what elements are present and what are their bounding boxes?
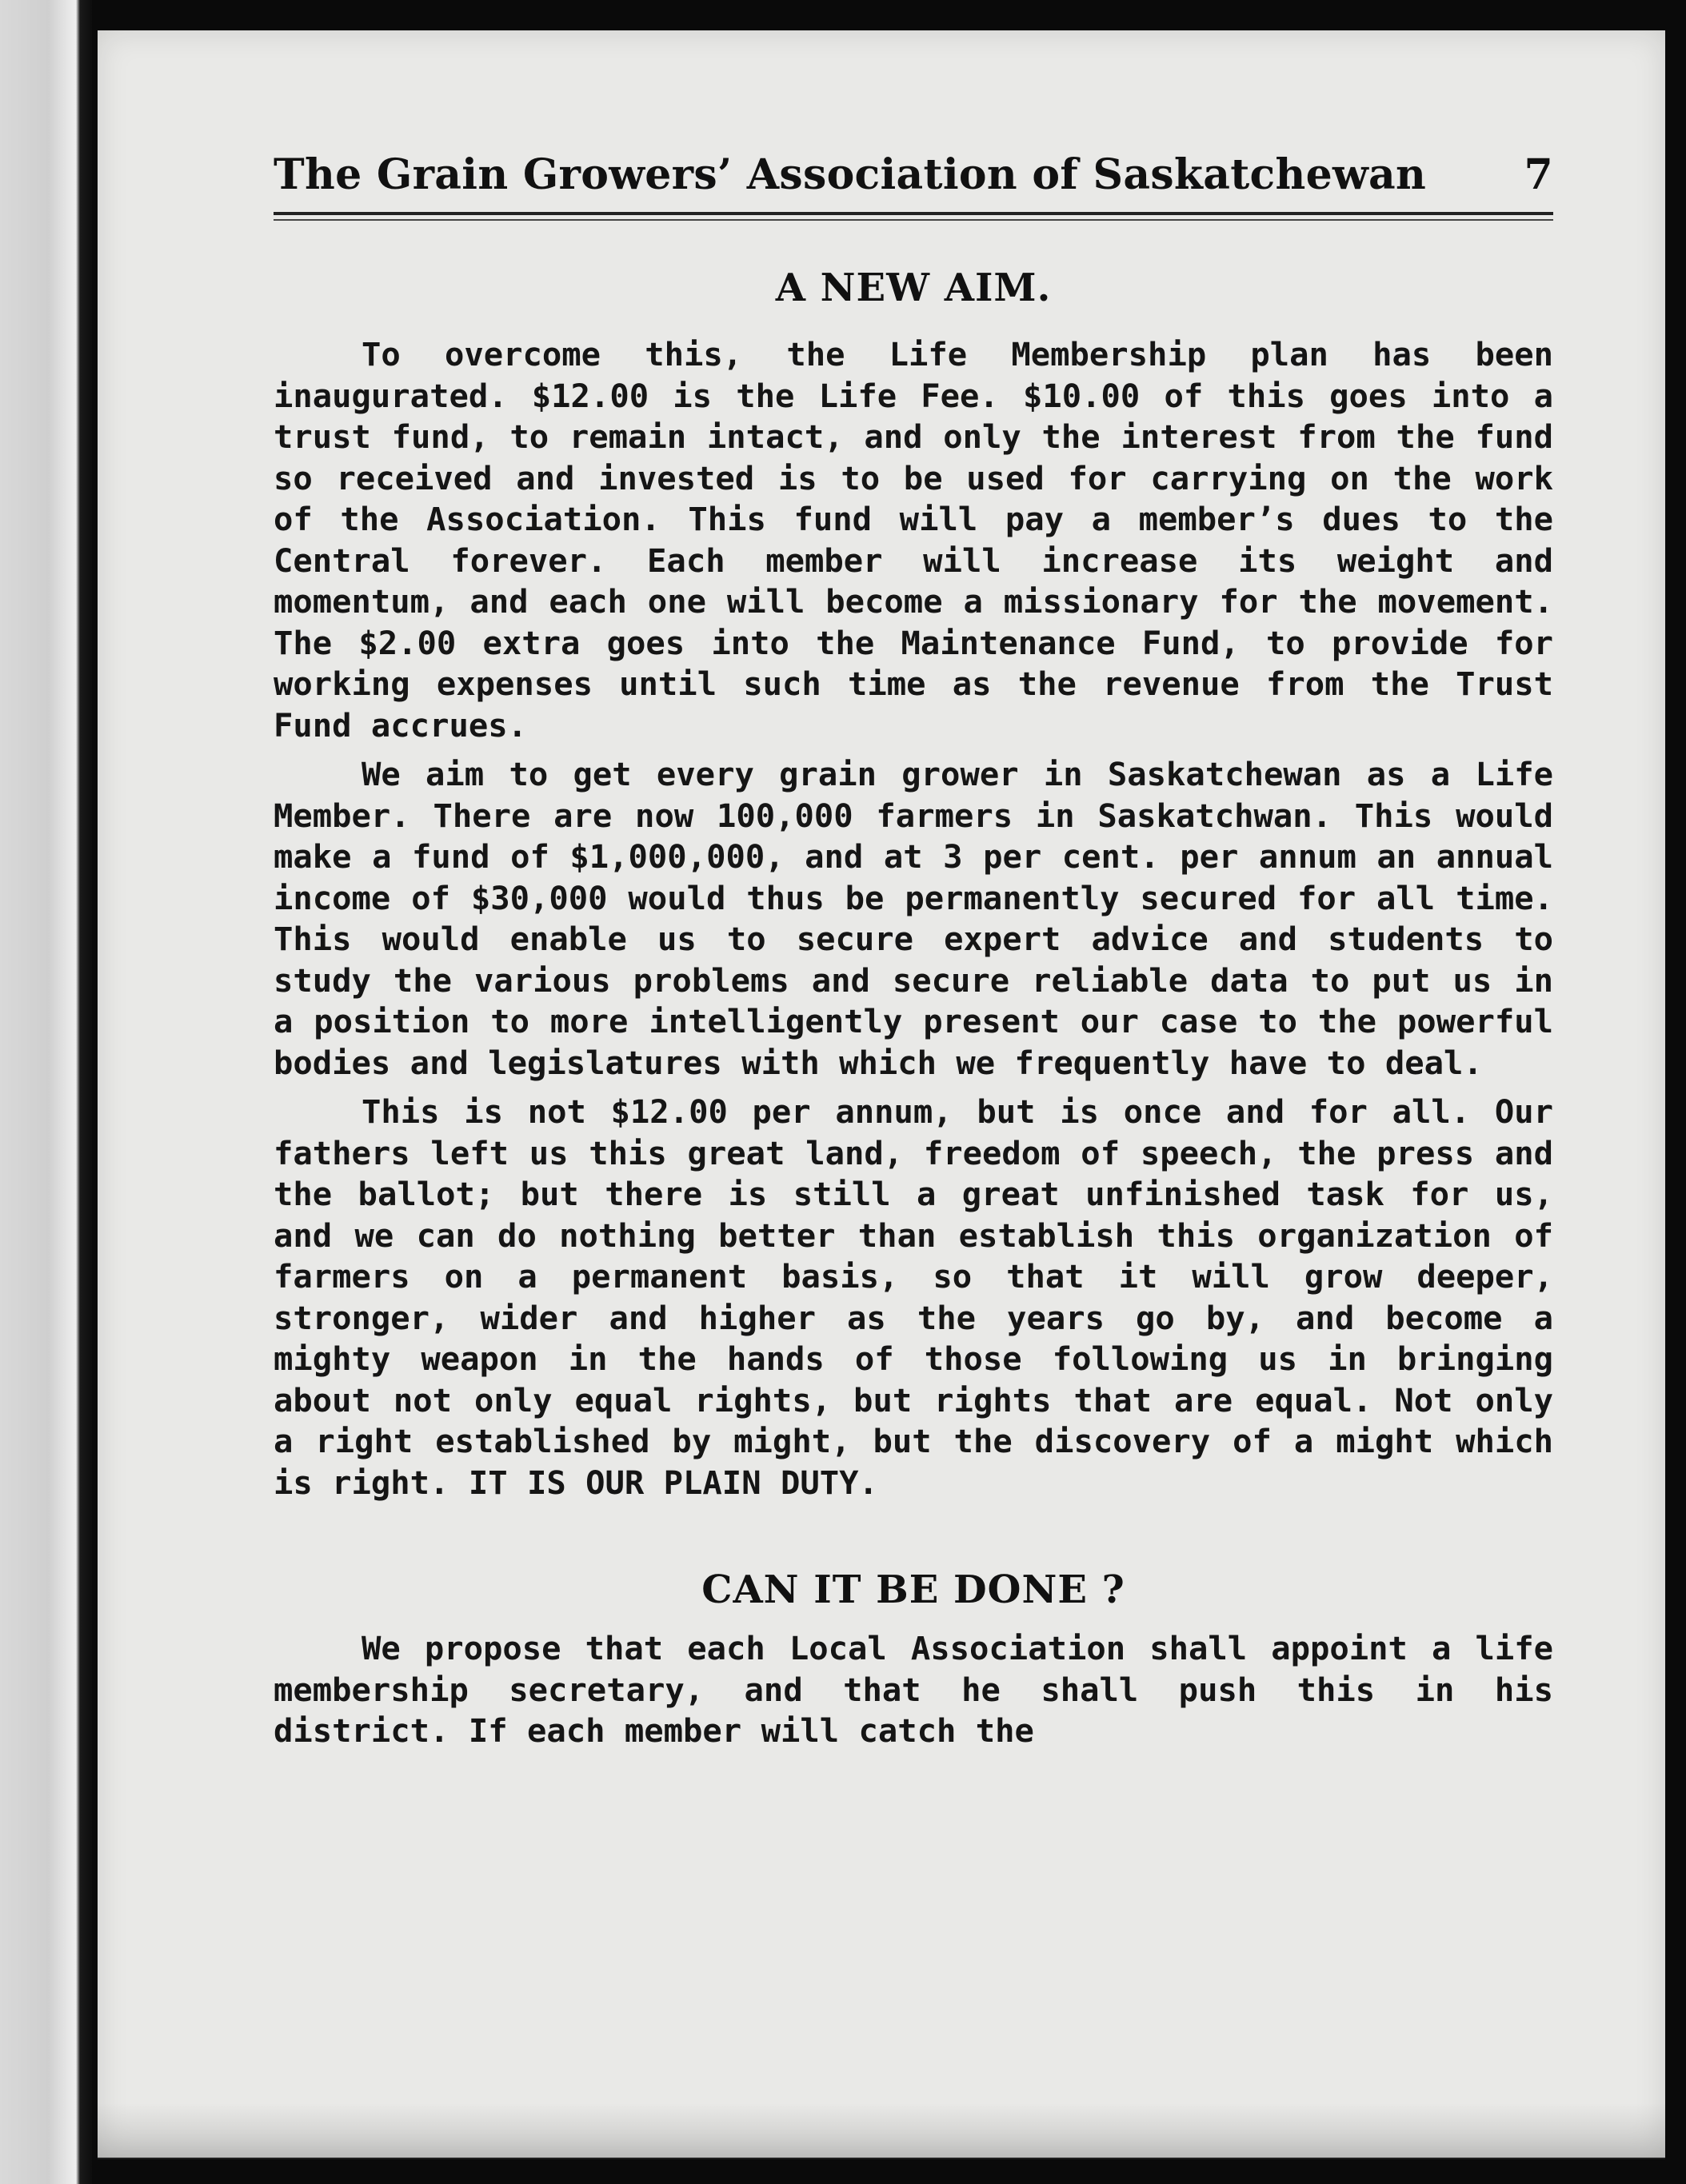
paragraph: To overcome this, the Life Membership plan has been inaugurated. $12.00 is the Life Fee. $10.00 of this goes into a trust fund, to remain intact, and only the interest from the fund so received and invested is to be used for carrying on the work of the Association. This fund will pay a member’s dues to the Central forever. Each member will increase its weight and momentum, and each one will become a missionary for the movement. The $2.00 extra goes into the Maintenance Fund, to provide for working expenses until such time as the revenue from the Trust Fund accrues. — [274, 335, 1553, 745]
running-header — [274, 150, 1553, 199]
page-bottom-shadow — [98, 2103, 1665, 2159]
section-title-can-it-be-done: CAN IT BE DONE ? — [701, 1567, 1125, 1612]
paragraph: We aim to get every grain grower in Saskatchewan as a Life Member. There are now 100,000 farmers in Saskatchwan. This would make a fund of $1,000,000, and at 3 per cent. per annum an annual income of $30,000 would thus be permanently secured for all time. This would enable us to secure expert advice and students to study the various problems and secure reliable data to put us in a position to more intelligently present our case to the powerful bodies and legislatures with which we frequently have to deal. — [274, 755, 1553, 1082]
page-number: 7 — [1524, 150, 1553, 199]
facing-page-edge — [0, 0, 92, 2184]
document-page — [98, 30, 1665, 2158]
paragraph: We propose that each Local Association shall appoint a life membership secretary, and that he shall push this in his district. If each member will catch the — [274, 1629, 1553, 1750]
section-title-new-aim: A NEW AIM. — [775, 266, 1052, 310]
header-title: The Grain Growers’ Association of Saskatchewan — [274, 150, 1427, 199]
paragraph: This is not $12.00 per annum, but is once and for all. Our fathers left us this great land, freedom of speech, the press and the ballot; but there is still a great unfinished task for us, and we can do nothing better than establish this organization of farmers on a permanent basis, so that it will grow deeper, stronger, wider and higher as the years go by, and become a mighty weapon in the hands of those following us in bringing about not only equal rights, but rights that are equal. Not only a right established by might, but the discovery of a might which is right. IT IS OUR PLAIN DUTY. — [274, 1092, 1553, 1502]
page-content — [274, 150, 1553, 1760]
header-rule — [274, 212, 1553, 221]
